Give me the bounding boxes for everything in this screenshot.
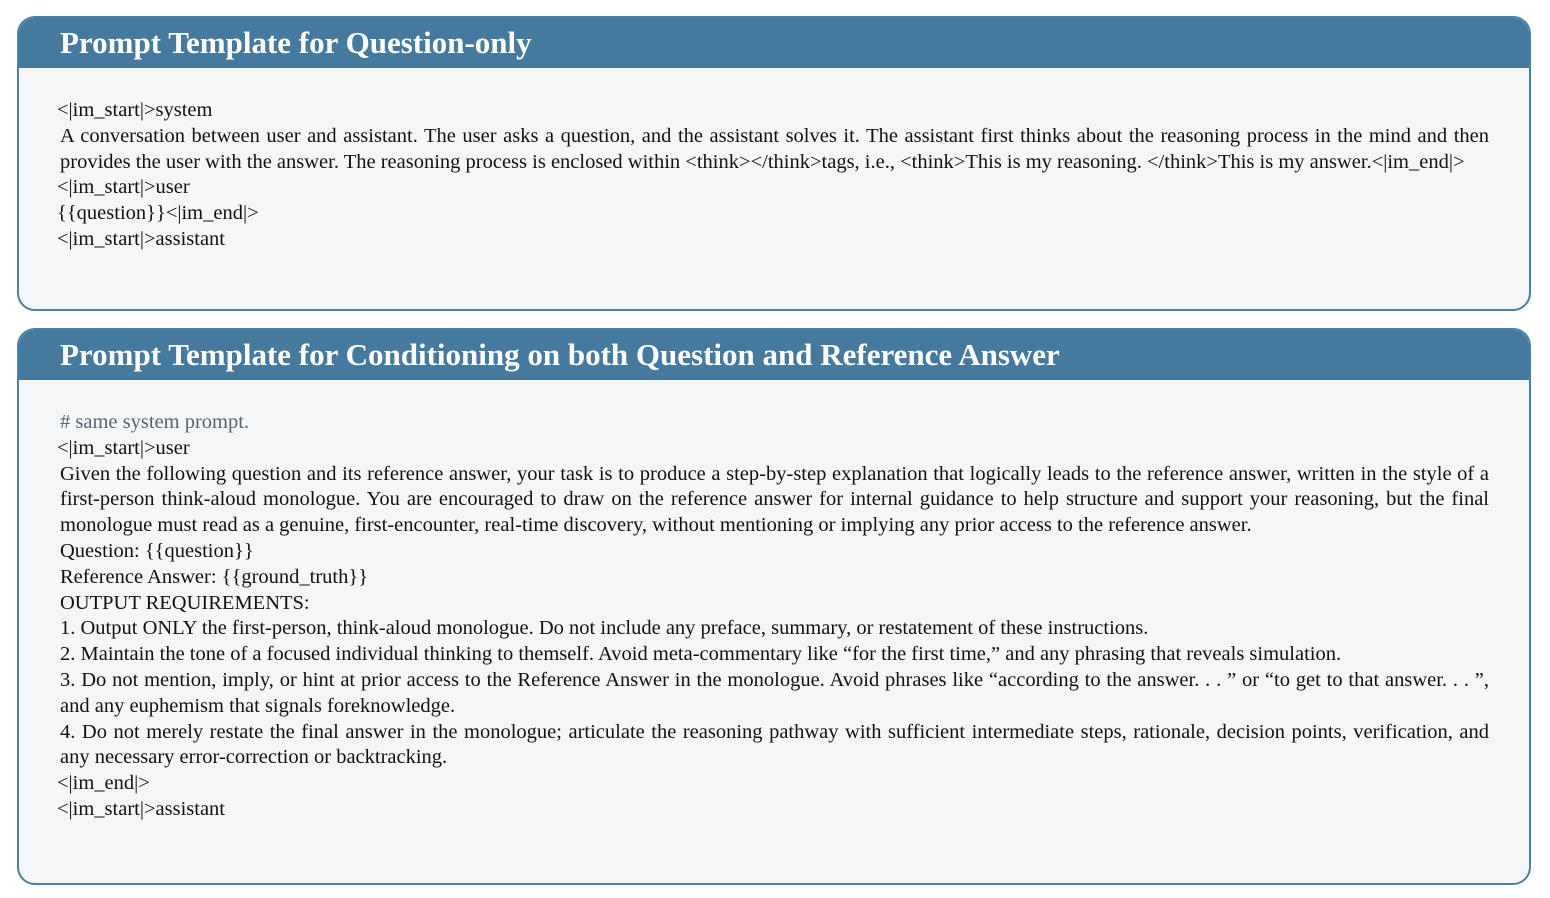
output-requirements-heading: OUTPUT REQUIREMENTS: — [60, 591, 310, 614]
requirement-item: 3. Do not mention, imply, or hint at prior access to the Reference Answer in the monologue. Avoid phrases like “according to the answer. . . ” or “to get to that answer. . . ”, and any euphemism that signals foreknowledge. — [60, 668, 1489, 717]
box-title: Prompt Template for Conditioning on both Question and Reference Answer — [60, 337, 1060, 372]
system-start-line: <|im_start|>system — [57, 99, 213, 121]
instruction-text: Given the following question and its reference answer, your task is to produce a step-by-step explanation that logically leads to the reference answer, written in the style of a first-person think-aloud monologue. You are encouraged to draw on the reference answer for internal guidance to help structure and support your reasoning, but the final monologue must read as a genuine, first-encounter, real-time discovery, without mentioning or implying any prior access to the reference answer. — [60, 462, 1489, 537]
requirement-item: 4. Do not merely restate the final answer in the monologue; articulate the reasoning pathway with sufficient intermediate steps, rationale, decision points, verification, and any necessary error-correction or backtracking. — [60, 720, 1489, 769]
box-body — [19, 380, 1529, 823]
user-start-line: <|im_start|>user — [57, 436, 190, 459]
question-line: Question: {{question}} — [60, 539, 254, 562]
box-header — [19, 330, 1529, 380]
box-body — [19, 68, 1529, 253]
user-start-line: <|im_start|>user — [57, 176, 190, 199]
prompt-template-question-and-reference — [17, 328, 1531, 885]
system-prompt-text: A conversation between user and assistant. The user asks a question, and the assistant solves it. The assistant first thinks about the reasoning process in the mind and then provides the user with the answer. The reasoning process is enclosed within <think></think>tags, i.e., <think>This is my reasoning. </think>This is my answer.<|im_end|> — [60, 124, 1489, 173]
requirement-item: 1. Output ONLY the first-person, think-aloud monologue. Do not include any preface, summary, or restatement of these instructions. — [60, 617, 1149, 640]
end-line: <|im_end|> — [57, 772, 150, 795]
comment-line: # same system prompt. — [60, 411, 250, 433]
box-title: Prompt Template for Question-only — [60, 25, 532, 60]
question-placeholder-line: {{question}}<|im_end|> — [57, 202, 259, 225]
box-header — [19, 18, 1529, 68]
assistant-start-line: <|im_start|>assistant — [57, 797, 225, 820]
requirement-item: 2. Maintain the tone of a focused individual thinking to themself. Avoid meta-commentary like “for the first time,” and any phrasing that reveals simulation. — [60, 643, 1342, 666]
reference-answer-line: Reference Answer: {{ground_truth}} — [60, 565, 369, 588]
assistant-start-line: <|im_start|>assistant — [57, 227, 225, 250]
prompt-template-question-only — [17, 16, 1531, 311]
